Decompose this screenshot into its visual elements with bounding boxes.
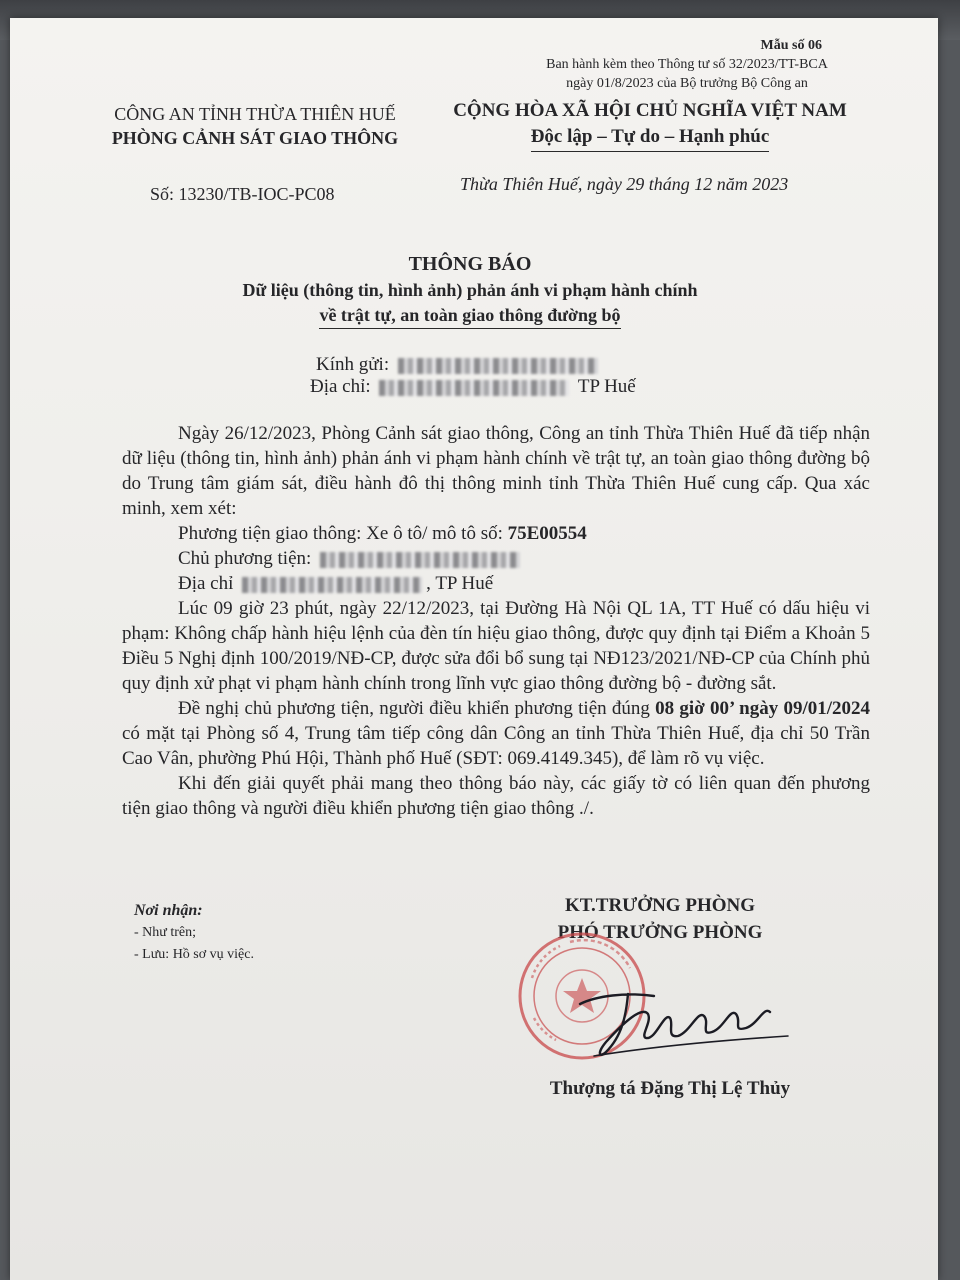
- document-page: [10, 18, 938, 1280]
- title-sub2: về trật tự, an toàn giao thông đường bộ: [319, 303, 620, 329]
- signatory-line2: PHÓ TRƯỞNG PHÒNG: [557, 922, 763, 943]
- recipient-address: [310, 376, 636, 398]
- place-date: Thừa Thiên Huế, ngày 29 tháng 12 năm 2023: [460, 174, 789, 194]
- country-name: CỘNG HÒA XÃ HỘI CHỦ NGHĨA VIỆT NAM: [453, 100, 847, 121]
- agency-name: CÔNG AN TỈNH THỪA THIÊN HUẾ: [114, 104, 396, 124]
- summons-text-b: có mặt tại Phòng số 4, Trung tâm tiếp công dân Công an tỉnh Thừa Thiên Huế, địa chỉ 50 Trần Cao Vân, phường Phú Hội, Thành phố Huế (SĐT: 069.4149.345), để làm rõ vụ việc.: [122, 723, 870, 769]
- vehicle-label: Phương tiện giao thông: Xe ô tô/ mô tô số:: [178, 523, 503, 544]
- document-number: Số: 13230/TB-IOC-PC08: [150, 184, 335, 204]
- department-name: PHÒNG CẢNH SÁT GIAO THÔNG: [111, 128, 399, 148]
- paragraph-summons: [122, 696, 870, 771]
- signatory-name: Thượng tá Đặng Thị Lệ Thủy: [549, 1078, 791, 1099]
- redacted-recipient-name: [398, 358, 598, 374]
- paragraph-documents: Khi đến giải quyết phải mang theo thông báo này, các giấy tờ có liên quan đến phương tiện giao thông và người điều khiển phương tiện giao thông ./.: [122, 773, 870, 819]
- distribution-list: [134, 900, 254, 966]
- national-header: [430, 98, 870, 152]
- form-note-line1: Ban hành kèm theo Thông tư số 32/2023/TT-BCA: [546, 57, 828, 72]
- vehicle-plate: 75E00554: [507, 523, 587, 544]
- signatory-line1: KT.TRƯỞNG PHÒNG: [565, 895, 755, 916]
- notice-body: [122, 421, 870, 821]
- redacted-owner-name: [320, 552, 520, 568]
- form-number: Mẫu số 06: [760, 38, 822, 53]
- title-main: THÔNG BÁO: [408, 253, 532, 275]
- owner-label: Chủ phương tiện:: [178, 548, 312, 569]
- recipient-address-label: Địa chỉ:: [310, 376, 371, 397]
- recipient-to: [316, 354, 602, 376]
- summons-text-a: Đề nghị chủ phương tiện, người điều khiển phương tiện đúng: [178, 698, 650, 719]
- paragraph-receipt: Ngày 26/12/2023, Phòng Cảnh sát giao thông, Công an tỉnh Thừa Thiên Huế đã tiếp nhận dữ liệu (thông tin, hình ảnh) phản ánh vi phạm hành chính về trật tự, an toàn giao thông đường bộ do Trung tâm giám sát, điều hành đô thị thông minh tỉnh Thừa Thiên Huế cung cấp. Qua xác minh, xem xét:: [122, 423, 870, 519]
- summons-time: 08 giờ 00’ ngày 09/01/2024: [655, 698, 871, 719]
- owner-address-city: , TP Huế: [426, 573, 494, 594]
- owner-address-label: Địa chỉ: [178, 573, 234, 594]
- agency-header: [90, 102, 420, 150]
- distribution-label: Nơi nhận:: [134, 902, 203, 919]
- distribution-item: - Như trên;: [134, 925, 197, 940]
- handwritten-signature-icon: [566, 966, 796, 1066]
- recipient-address-city: TP Huế: [577, 376, 636, 397]
- recipient-to-label: Kính gửi:: [316, 354, 390, 375]
- owner-line: [122, 546, 870, 571]
- distribution-item: - Lưu: Hồ sơ vụ việc.: [134, 947, 254, 962]
- redacted-recipient-address: [379, 380, 569, 396]
- vehicle-line: [122, 521, 870, 546]
- form-note: [522, 36, 852, 93]
- paragraph-violation: Lúc 09 giờ 23 phút, ngày 22/12/2023, tại Đường Hà Nội QL 1A, TT Huế có dấu hiệu vi phạm: Không chấp hành hiệu lệnh của đèn tín hiệu giao thông, được quy định tại Điểm a Khoản 5 Điều 5 Nghị định 100/2019/NĐ-CP, được sửa đổi bổ sung tại NĐ123/2021/NĐ-CP của Chính phủ quy định xử phạt vi phạm hành chính trong lĩnh vực giao thông đường bộ - đường sắt.: [122, 598, 870, 694]
- form-note-line2: ngày 01/8/2023 của Bộ trưởng Bộ Công an: [566, 76, 808, 91]
- document-title: [170, 250, 770, 329]
- owner-address-line: [122, 571, 870, 596]
- title-sub1: Dữ liệu (thông tin, hình ảnh) phản ánh vi phạm hành chính: [242, 280, 698, 300]
- redacted-owner-address: [242, 577, 422, 593]
- national-motto: Độc lập – Tự do – Hạnh phúc: [531, 124, 770, 152]
